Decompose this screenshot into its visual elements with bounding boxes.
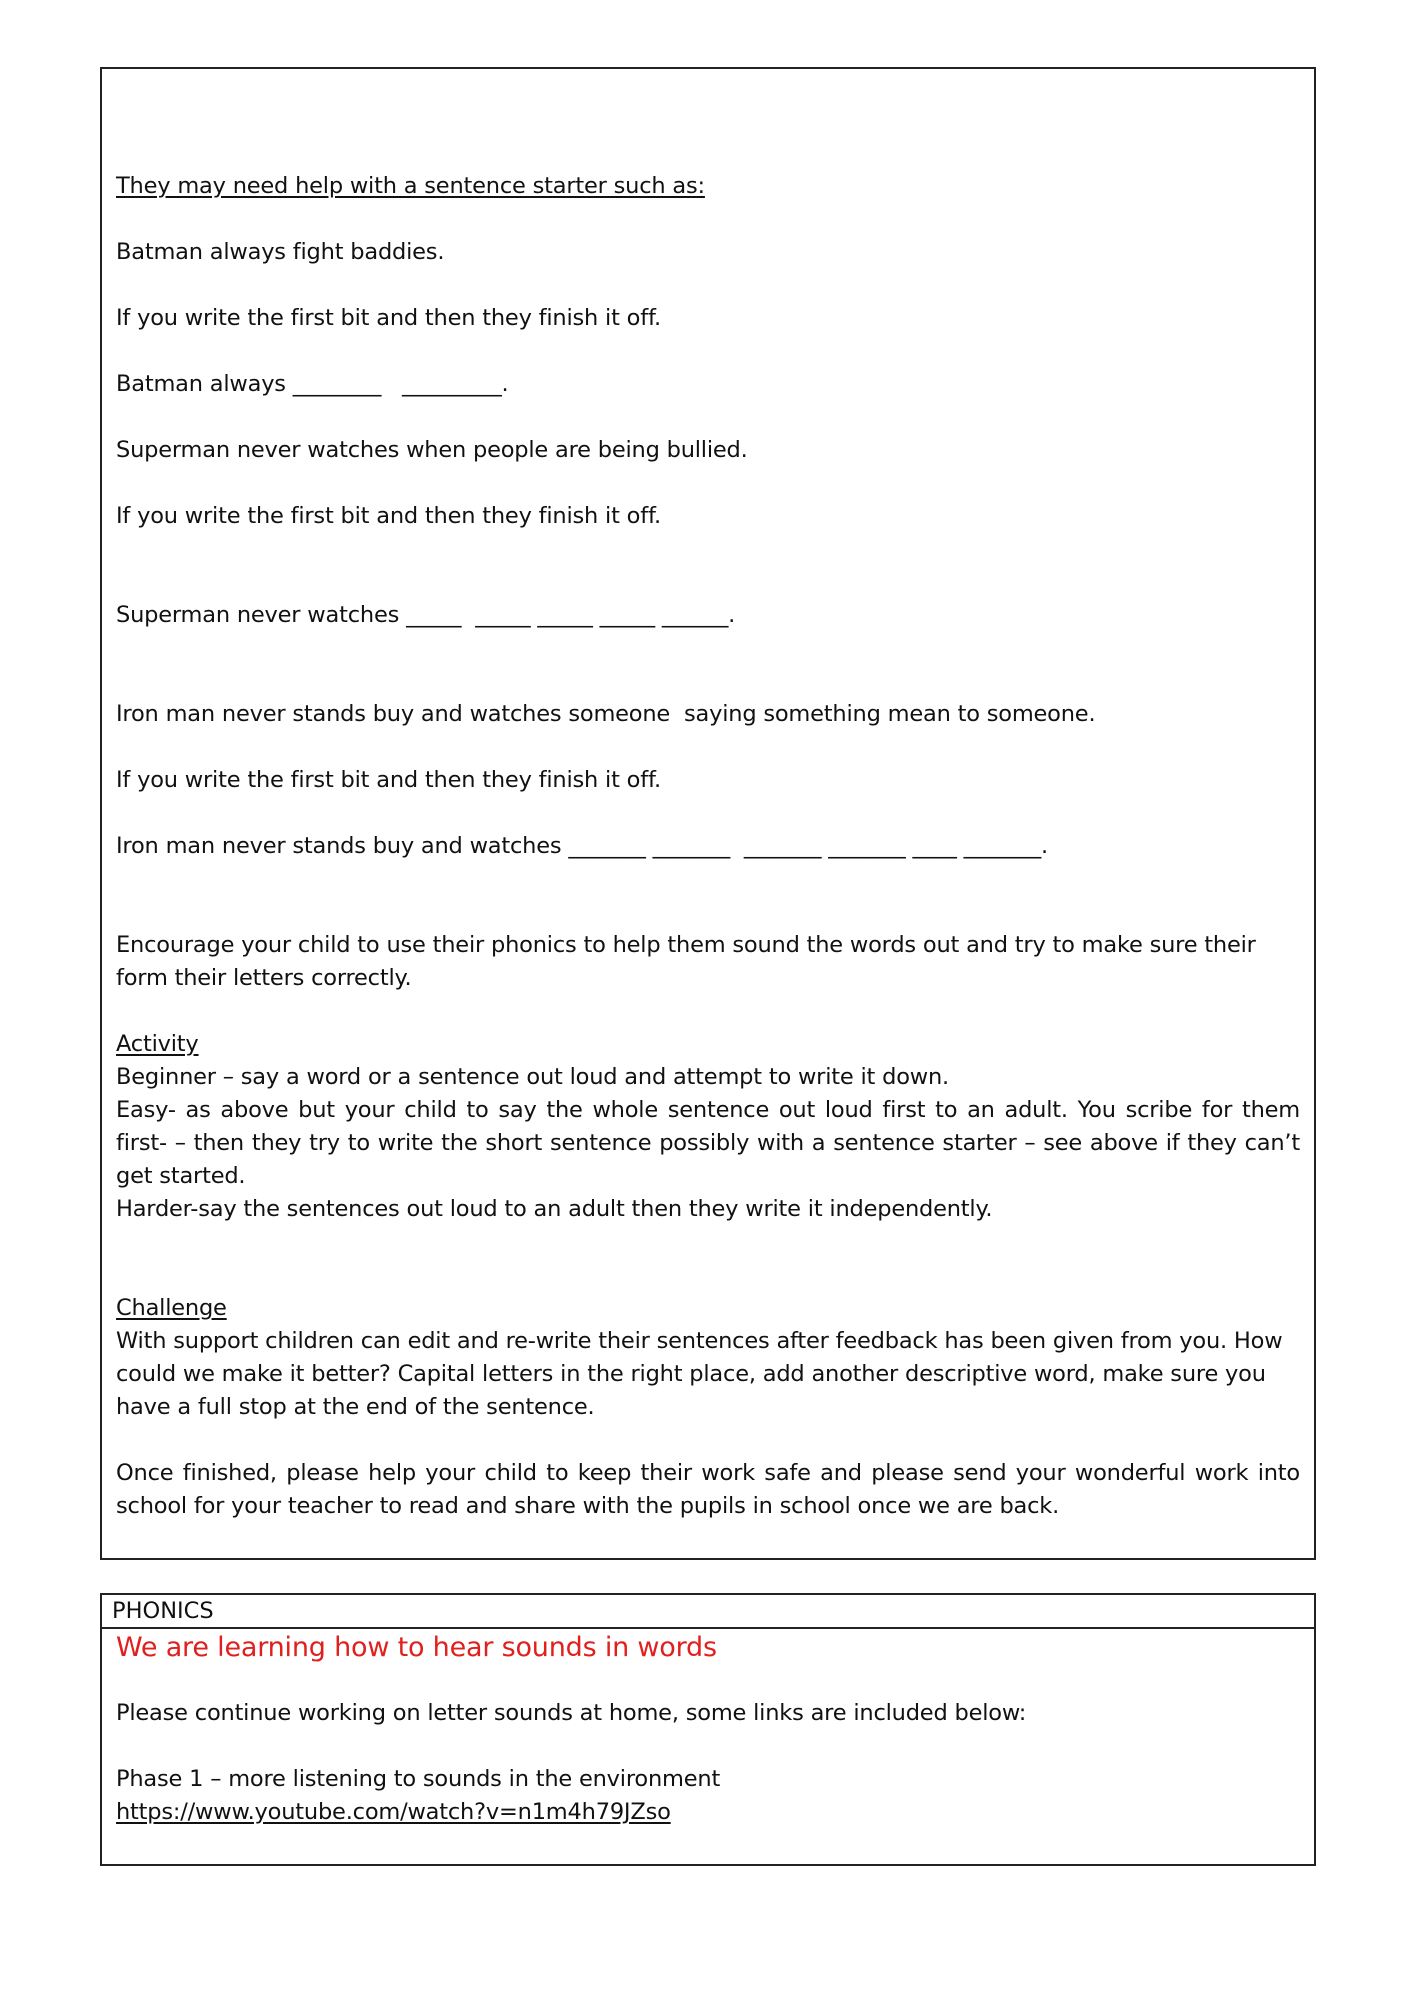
ironman-fill-in: Iron man never stands buy and watches _______ _______ _______ _______ ____ _______.	[116, 833, 1048, 859]
encourage-paragraph: Encourage your child to use their phonics to help them sound the words out and try to make sure their form their letters correctly.	[116, 932, 1256, 991]
phonics-intro: Please continue working on letter sounds at home, some links are included below:	[116, 1700, 1027, 1726]
activity-harder: Harder-say the sentences out loud to an adult then they write it independently.	[116, 1196, 993, 1222]
superman-example: Superman never watches when people are being bullied.	[116, 437, 748, 463]
instruction-text: If you write the first bit and then they finish it off.	[116, 305, 662, 331]
superman-fill-in: Superman never watches _____ _____ _____ _____ ______.	[116, 602, 736, 628]
instruction-text: If you write the first bit and then they finish it off.	[116, 503, 662, 529]
writing-activity-box	[100, 67, 1316, 1560]
phase1-text: Phase 1 – more listening to sounds in the environment	[116, 1766, 721, 1792]
activity-beginner: Beginner – say a word or a sentence out loud and attempt to write it down.	[116, 1064, 949, 1090]
activity-easy: Easy- as above but your child to say the whole sentence out loud first to an adult. You scribe for them first- – then they try to write the short sentence possibly with a sentence starter – see above if they can’t get started.	[116, 1097, 1300, 1189]
batman-fill-in: Batman always ________ _________.	[116, 371, 509, 397]
phonics-objective: We are learning how to hear sounds in words	[116, 1632, 717, 1663]
phonics-header-row	[102, 1595, 1314, 1629]
phonics-box	[100, 1593, 1316, 1866]
ironman-example: Iron man never stands buy and watches someone saying something mean to someone.	[116, 701, 1096, 727]
sentence-starter-heading: They may need help with a sentence starter such as:	[116, 173, 705, 199]
finish-text: Once finished, please help your child to keep their work safe and please send your wonderful work into school for your teacher to read and share with the pupils in school once we are back.	[116, 1460, 1300, 1519]
youtube-link[interactable]: https://www.youtube.com/watch?v=n1m4h79JZso	[116, 1799, 671, 1825]
activity-heading: Activity	[116, 1031, 199, 1057]
batman-example: Batman always fight baddies.	[116, 239, 445, 265]
challenge-text: With support children can edit and re-write their sentences after feedback has been given from you. How could we make it better? Capital letters in the right place, add another descriptive word, make sure you have a full stop at the end of the sentence.	[116, 1328, 1283, 1420]
instruction-text: If you write the first bit and then they finish it off.	[116, 767, 662, 793]
challenge-heading: Challenge	[116, 1295, 227, 1321]
phonics-header: PHONICS	[112, 1598, 214, 1624]
